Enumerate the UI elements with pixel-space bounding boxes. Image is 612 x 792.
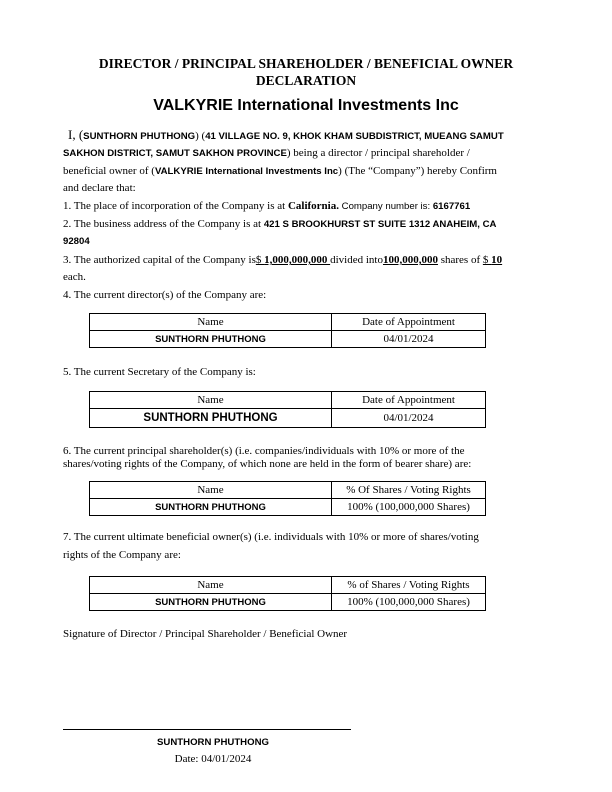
doc-title-line1: DIRECTOR / PRINCIPAL SHAREHOLDER / BENEFICIAL OWNER	[98, 56, 514, 71]
item-7-line1: 7. The current ultimate beneficial owner(s) (i.e. individuals with 10% or more of shares/voting	[63, 531, 479, 543]
doc-title-line2: DECLARATION	[255, 73, 357, 88]
business-address-2: 92804	[63, 236, 90, 247]
secretary-name: SUNTHORN PHUTHONG	[90, 409, 332, 428]
directors-col-name: Name	[90, 314, 332, 331]
shareholders-col-name: Name	[90, 482, 332, 499]
company-number: 6167761	[432, 201, 471, 212]
item3-mid2: shares of	[437, 254, 483, 266]
intro-company-name: VALKYRIE International Investments Inc	[154, 166, 339, 177]
shareholders-table	[89, 481, 486, 516]
director-name: SUNTHORN PHUTHONG	[90, 331, 332, 348]
beneficial-col-name: Name	[90, 577, 332, 594]
item1-mid: Company number is:	[338, 201, 433, 212]
secretary-table	[89, 391, 486, 428]
declarant-address-2: SAKHON DISTRICT, SAMUT SAKHON PROVINCE	[63, 148, 287, 159]
item-2-cont	[63, 235, 90, 248]
intro-line3-pre: beneficial owner of (	[63, 165, 155, 177]
item-4: 4. The current director(s) of the Company are:	[63, 289, 267, 301]
intro-mid: ) (	[195, 130, 206, 142]
company-heading: VALKYRIE International Investments Inc	[153, 97, 459, 114]
intro-lead: I, (	[68, 127, 84, 142]
secretary-appointment-date: 04/01/2024	[332, 409, 486, 428]
item3-pre: 3. The authorized capital of the Company is	[63, 254, 256, 266]
signature-date: Date: 04/01/2024	[174, 753, 252, 765]
item-6-line1: 6. The current principal shareholder(s) (i.e. companies/individuals with 10% or more of the	[63, 445, 465, 457]
item-5: 5. The current Secretary of the Company is:	[63, 366, 256, 378]
item-3-each: each.	[63, 271, 86, 283]
item-3	[63, 254, 502, 266]
signature-label: Signature of Director / Principal Shareholder / Beneficial Owner	[63, 628, 348, 640]
authorized-capital: 1,000,000,000	[264, 254, 331, 266]
item-7-line2: rights of the Company are:	[63, 549, 181, 561]
capital-symbol: $	[255, 254, 265, 266]
secretary-col-name: Name	[90, 392, 332, 409]
intro-line-1	[68, 129, 504, 143]
beneficial-col-rights: % of Shares / Voting Rights	[332, 577, 486, 594]
declarant-address-1: 41 VILLAGE NO. 9, KHOK KHAM SUBDISTRICT, MUEANG SAMUT	[205, 131, 504, 142]
item3-mid: divided into	[330, 254, 383, 266]
par-value: 10	[491, 254, 503, 266]
signature-line	[63, 729, 351, 730]
declarant-name: SUNTHORN PHUTHONG	[83, 131, 196, 142]
secretary-col-date: Date of Appointment	[332, 392, 486, 409]
beneficial-owner-name: SUNTHORN PHUTHONG	[90, 594, 332, 611]
shareholder-name: SUNTHORN PHUTHONG	[90, 499, 332, 516]
signatory-name: SUNTHORN PHUTHONG	[157, 737, 269, 748]
intro-line-4: and declare that:	[63, 182, 136, 194]
beneficial-owners-table	[89, 576, 486, 611]
intro-tail: ) being a director / principal shareholder /	[286, 147, 470, 159]
item1-pre: 1. The place of incorporation of the Company is at	[63, 200, 288, 212]
beneficial-owner-rights: 100% (100,000,000 Shares)	[332, 594, 486, 611]
business-address-1: 421 S BROOKHURST ST SUITE 1312 ANAHEIM, CA	[263, 219, 497, 230]
intro-line-2	[63, 147, 470, 160]
item-6-line2: shares/voting rights of the Company, of which none are held in the form of bearer share) are:	[63, 458, 472, 470]
item-2	[63, 218, 496, 231]
total-shares: 100,000,000	[382, 254, 438, 266]
item2-pre: 2. The business address of the Company is at	[63, 218, 264, 230]
directors-col-date: Date of Appointment	[332, 314, 486, 331]
shareholders-col-rights: % Of Shares / Voting Rights	[332, 482, 486, 499]
intro-line-3	[63, 165, 497, 178]
intro-line3-post: ) (The “Company”) hereby Confirm	[338, 165, 497, 177]
incorporation-place: California.	[287, 200, 339, 212]
director-appointment-date: 04/01/2024	[332, 331, 486, 348]
par-symbol: $	[482, 254, 492, 266]
directors-table	[89, 313, 486, 348]
item-1	[63, 200, 470, 213]
shareholder-rights: 100% (100,000,000 Shares)	[332, 499, 486, 516]
